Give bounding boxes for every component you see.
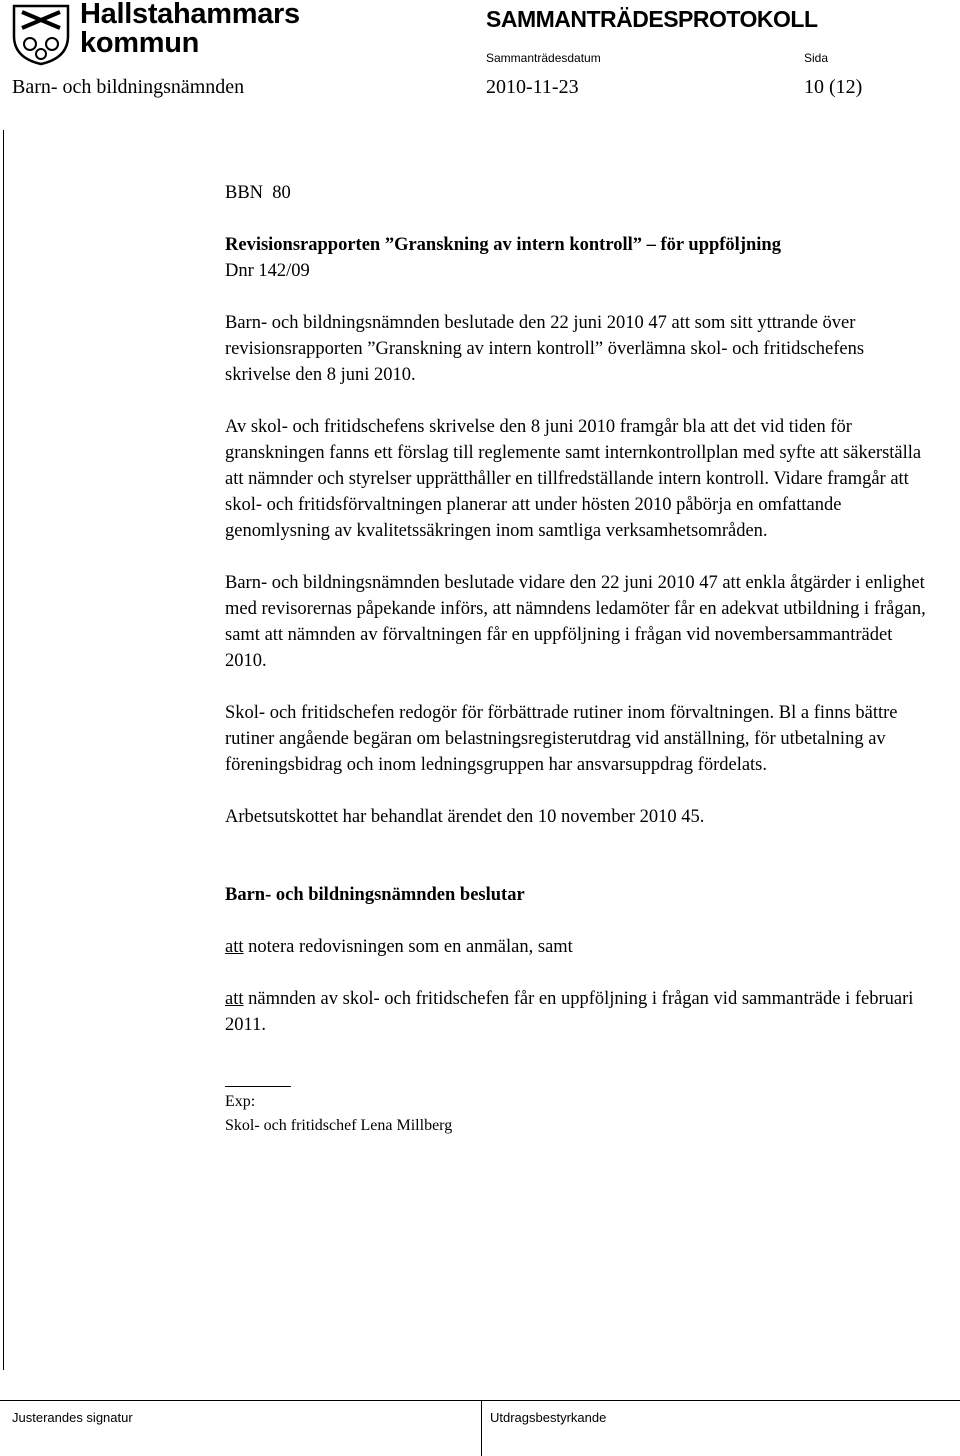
paragraph-1: Barn- och bildningsnämnden beslutade den 22 juni 2010 47 att som sitt yttrande över revisionsrapporten ”Granskning av intern kontroll” överlämna skol- och fritidschefens skrivelse den 8 juni 2010.: [225, 313, 865, 385]
decision-item-1: [225, 934, 930, 960]
decision-item-2: [225, 986, 930, 1038]
paragraph-4: Skol- och fritidschefen redogör för förbättrade rutiner inom förvaltningen. Bl a finns bättre rutiner angående begäran om belastningsregisterutdrag vid anställning, för utbetalning av föreningsbidrag och inom ledningsgruppen har ansvarsuppdrag fördelats.: [225, 703, 898, 775]
committee-name: Barn- och bildningsnämnden: [12, 76, 245, 98]
att-keyword: att: [225, 937, 244, 957]
paragraph-id: BBN 80: [225, 183, 291, 203]
decision-item-2-text: nämnden av skol- och fritidschefen får en uppföljning i frågan vid sammanträde i februari 2011.: [225, 989, 914, 1035]
footer-rule: [0, 1400, 960, 1401]
decision-heading: Barn- och bildningsnämnden beslutar: [225, 885, 525, 905]
paragraph-5: Arbetsutskottet har behandlat ärendet den 10 november 2010 45.: [225, 807, 705, 827]
expedition-label: Exp:: [225, 1093, 256, 1110]
footer-divider: [481, 1400, 482, 1456]
decision-item-1-text: notera redovisningen som en anmälan, samt: [243, 937, 573, 957]
case-number: Dnr 142/09: [225, 261, 310, 281]
minutes-item: [225, 180, 930, 1138]
municipality-logo-text: [80, 0, 300, 58]
paragraph-2: Av skol- och fritidschefens skrivelse den 8 juni 2010 framgår bla att det vid tiden för granskningen fanns ett förslag till reglemente samt internkontrollplan med syfte att säkerställa att nämnder och styrelser upprätthåller en tillfredställande intern kontroll. Vidare framgår att skol- och fritidsförvaltningen planerar att under hösten 2010 påbörja en omfattande genomlysning av kvalitetssäkringen inom samtliga verksamhetsområden.: [225, 417, 922, 541]
logo-line-2: kommun: [80, 27, 200, 59]
signature-label: Justerandes signatur: [12, 1410, 133, 1425]
expedition-recipient: Skol- och fritidschef Lena Millberg: [225, 1117, 453, 1134]
logo-line-1: Hallstahammars: [80, 0, 300, 30]
document-type-title: SAMMANTRÄDESPROTOKOLL: [486, 6, 818, 32]
municipality-coat-of-arms-icon: [10, 2, 72, 66]
meeting-date-label: Sammanträdesdatum: [486, 51, 601, 65]
paragraph-3: Barn- och bildningsnämnden beslutade vidare den 22 juni 2010 47 att enkla åtgärder i enlighet med revisorernas påpekande införs, att nämndens ledamöter får en adekvat utbildning i frågan, samt att nämnden av förvaltningen får en uppföljning i frågan vid novembersammanträdet 2010.: [225, 573, 926, 671]
expedition-rule: [225, 1086, 291, 1087]
meeting-date: 2010-11-23: [486, 76, 579, 98]
certified-label: Utdragsbestyrkande: [490, 1410, 607, 1425]
att-keyword: att: [225, 989, 244, 1009]
page-label: Sida: [804, 51, 829, 65]
page-number: 10 (12): [804, 76, 863, 98]
left-margin-rule: [3, 130, 4, 1370]
item-title: Revisionsrapporten ”Granskning av intern kontroll” – för uppföljning: [225, 235, 781, 255]
